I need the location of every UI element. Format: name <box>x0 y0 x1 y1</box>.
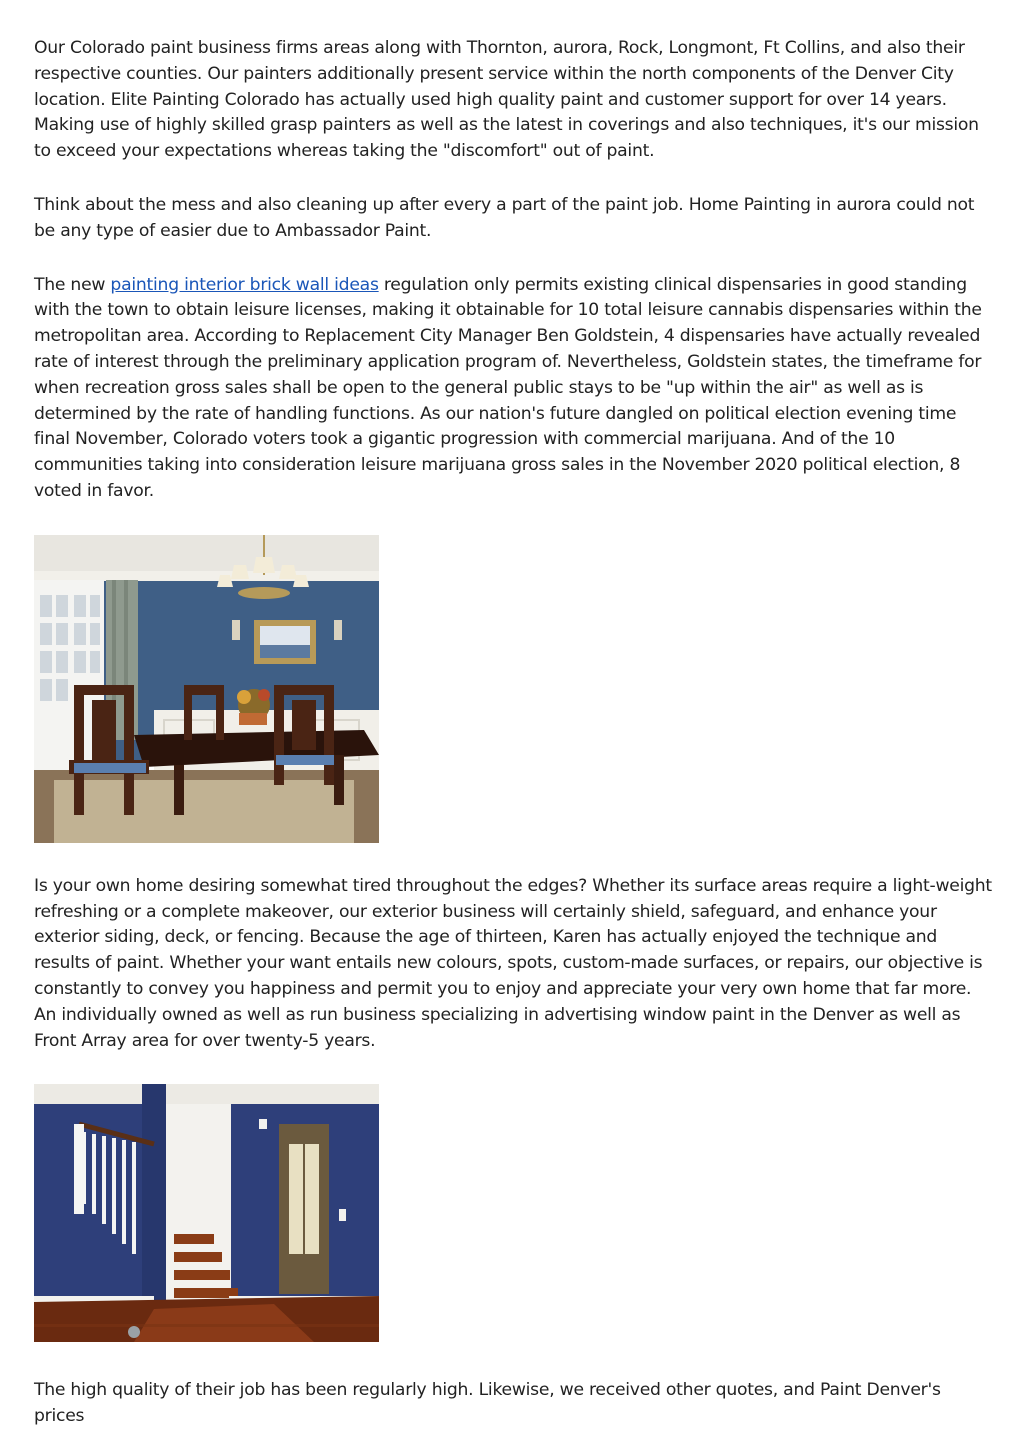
paragraph-3-intro: The new <box>34 274 111 295</box>
hallway-illustration <box>34 1084 379 1342</box>
paragraph-3-body: regulation only permits existing clinical dispensaries in good standing with the town to obtain leisure licenses, making it obtainable for 10 total leisure cannabis dispensaries within the metropolitan area. According to Replacement City Manager Ben Goldstein, 4 dispensaries have actually revealed rate of interest through the preliminary application program of. Nevertheless, Goldstein states, the timeframe for when recreation gross sales shall be open to the general public stays to be "up within the air" as well as is determined by the rate of handling functions. As our nation's future dangled on political election evening time final November, Colorado voters took a gigantic progression with commercial marijuana. And of the 10 communities taking into consideration leisure marijuana gross sales in the November 2020 political election, 8 voted in favor. <box>34 274 982 501</box>
paragraph-4: Is your own home desiring somewhat tired throughout the edges? Whether its surface areas require a light-weight refreshing or a complete makeover, our exterior business will certainly shield, safeguard, and enhance your exterior siding, deck, or fencing. Because the age of thirteen, Karen has actually enjoyed the technique and results of paint. Whether your want entails new colours, spots, custom-made surfaces, or repairs, our objective is constantly to convey you happiness and permit you to enjoy and appreciate your very own home that far more. An individually owned as well as run business specializing in advertising window paint in the Denver as well as Front Array area for over twenty-5 years. <box>34 875 992 1051</box>
paragraph-3 <box>34 273 994 505</box>
dining-room-illustration <box>34 535 379 843</box>
paragraph-1: Our Colorado paint business firms areas along with Thornton, aurora, Rock, Longmont, Ft Collins, and also their respective counties. Our painters additionally present service within the north components of the Denver City location. Elite Painting Colorado has actually used high quality paint and customer support for over 14 years. Making use of highly skilled grasp painters as well as the latest in coverings and also techniques, it's our mission to exceed your expectations whereas taking the "discomfort" out of paint. <box>34 38 979 162</box>
article <box>34 36 994 1430</box>
paragraph-5: The high quality of their job has been regularly high. Likewise, we received other quotes, and Paint Denver's prices <box>34 1380 941 1427</box>
painting-interior-brick-wall-ideas-link[interactable]: painting interior brick wall ideas <box>110 274 379 295</box>
hallway-stairs-photo <box>34 1084 379 1342</box>
paragraph-2: Think about the mess and also cleaning up after every a part of the paint job. Home Painting in aurora could not be any type of easier due to Ambassador Paint. <box>34 194 975 241</box>
dining-room-photo <box>34 535 379 843</box>
